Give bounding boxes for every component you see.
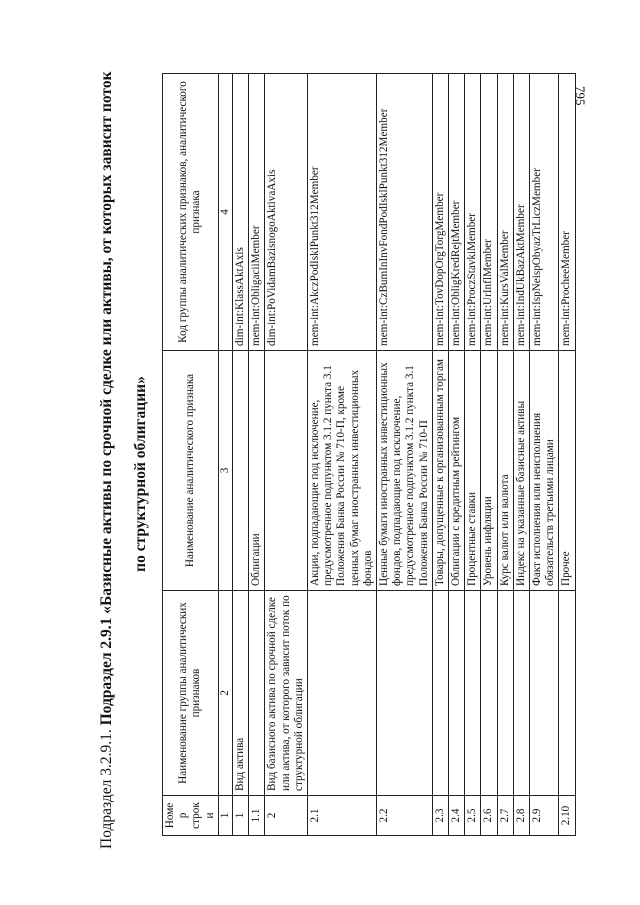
code-cell: mem-int:CzBumInInvFondPodIsklPunkt312Member [377, 74, 433, 351]
row-number-cell: 2 [265, 796, 308, 836]
group-name-cell [481, 591, 497, 796]
group-name-cell [559, 591, 575, 796]
table-row [233, 74, 249, 836]
row-number-cell: 2.5 [465, 796, 481, 836]
code-cell: mem-int:ProczStavkiMember [465, 74, 481, 351]
code-cell: mem-int:ProcheeMember [559, 74, 575, 351]
feature-name-cell: Прочее [559, 351, 575, 591]
index-cell: 4 [218, 74, 232, 351]
table-row [432, 74, 448, 836]
table-row [265, 74, 308, 836]
row-number-cell: 2.1 [308, 796, 377, 836]
index-cell: 3 [218, 351, 232, 591]
table-body [233, 74, 576, 836]
header-cell: Наименование группы аналитических признаков [163, 591, 219, 796]
table-row [308, 74, 377, 836]
row-number-cell: 2.4 [449, 796, 465, 836]
table-header-row [163, 74, 219, 836]
row-number-cell: 2.10 [559, 796, 575, 836]
feature-name-cell: Процентные ставки [465, 351, 481, 591]
code-cell: dim-int:PoVidamBazisnogoAktivaAxis [265, 74, 308, 351]
row-number-cell: 2.3 [432, 796, 448, 836]
code-cell: dim-int:KlassAktAxis [233, 74, 249, 351]
code-cell: mem-int:ObligKredRejtMember [449, 74, 465, 351]
feature-name-cell [265, 351, 308, 591]
code-cell: mem-int:TovDopOrgTorgMember [432, 74, 448, 351]
feature-name-cell: Облигации [249, 351, 265, 591]
header-cell: Наименование аналитического признака [163, 351, 219, 591]
heading-title-line1: Подраздел 2.9.1 «Базисные активы по срочной сделке или активы, от которых зависит поток [98, 71, 115, 726]
feature-name-cell: Акции, подпадающие под исключение, предусмотренное подпунктом 3.1.2 пункта 3.1 Положения Банка России № 710-П, кроме ценных бумаг иностранных инвестиционных фондов [308, 351, 377, 591]
table-row [530, 74, 559, 836]
heading-lead: Подраздел 3.2.9.1. [98, 729, 115, 849]
page-number: 795 [573, 86, 588, 106]
row-number-cell: 2.6 [481, 796, 497, 836]
code-cell: mem-int:ObligaciiMember [249, 74, 265, 351]
feature-name-cell: Облигации с кредитным рейтингом [449, 351, 465, 591]
table-row [481, 74, 497, 836]
table-row [377, 74, 433, 836]
feature-name-cell: Индекс на указанные базисные активы [513, 351, 529, 591]
row-number-cell: 2.7 [497, 796, 513, 836]
header-cell: Код группы аналитических признаков, аналитического признака [163, 74, 219, 351]
code-cell: mem-int:IspNeispObyazTrLiczMember [530, 74, 559, 351]
group-name-cell: Вид актива [233, 591, 249, 796]
code-cell: mem-int:KursValMember [497, 74, 513, 351]
code-cell: mem-int:AkczPodIsklPunkt312Member [308, 74, 377, 351]
feature-name-cell: Ценные бумаги иностранных инвестиционных фондов, подпадающие под исключение, предусмотренное подпунктом 3.1.2 пункта 3.1 Положения Банка России № 710-П [377, 351, 433, 591]
table-index-row [218, 74, 232, 836]
code-cell: mem-int:IndUkBazAktMember [513, 74, 529, 351]
group-name-cell [432, 591, 448, 796]
feature-name-cell: Факт исполнения или неисполнения обязательств третьими лицами [530, 351, 559, 591]
index-cell: 1 [218, 796, 232, 836]
group-name-cell [465, 591, 481, 796]
table-row [449, 74, 465, 836]
code-cell: mem-int:UrInflMember [481, 74, 497, 351]
index-cell: 2 [218, 591, 232, 796]
row-number-cell: 2.9 [530, 796, 559, 836]
row-number-cell: 1.1 [249, 796, 265, 836]
row-number-cell: 1 [233, 796, 249, 836]
header-cell: Номер строки [163, 796, 219, 836]
group-name-cell [308, 591, 377, 796]
rotated-content [90, 59, 640, 849]
group-name-cell [449, 591, 465, 796]
group-name-cell [530, 591, 559, 796]
row-number-cell: 2.2 [377, 796, 433, 836]
group-name-cell [249, 591, 265, 796]
table-row [559, 74, 575, 836]
group-name-cell: Вид базисного актива по срочной сделке или актива, от которого зависит поток по структурной облигации [265, 591, 308, 796]
table-row [465, 74, 481, 836]
group-name-cell [513, 591, 529, 796]
feature-name-cell: Курс валют или валюта [497, 351, 513, 591]
heading-title-line2: по структурной облигации» [132, 376, 149, 572]
feature-name-cell: Товары, допущенные к организованным торгам [432, 351, 448, 591]
feature-name-cell: Уровень инфляции [481, 351, 497, 591]
group-name-cell [377, 591, 433, 796]
analytics-table [162, 73, 576, 836]
table-row [249, 74, 265, 836]
section-heading [90, 59, 158, 849]
row-number-cell: 2.8 [513, 796, 529, 836]
group-name-cell [497, 591, 513, 796]
table-row [497, 74, 513, 836]
feature-name-cell [233, 351, 249, 591]
table-row [513, 74, 529, 836]
